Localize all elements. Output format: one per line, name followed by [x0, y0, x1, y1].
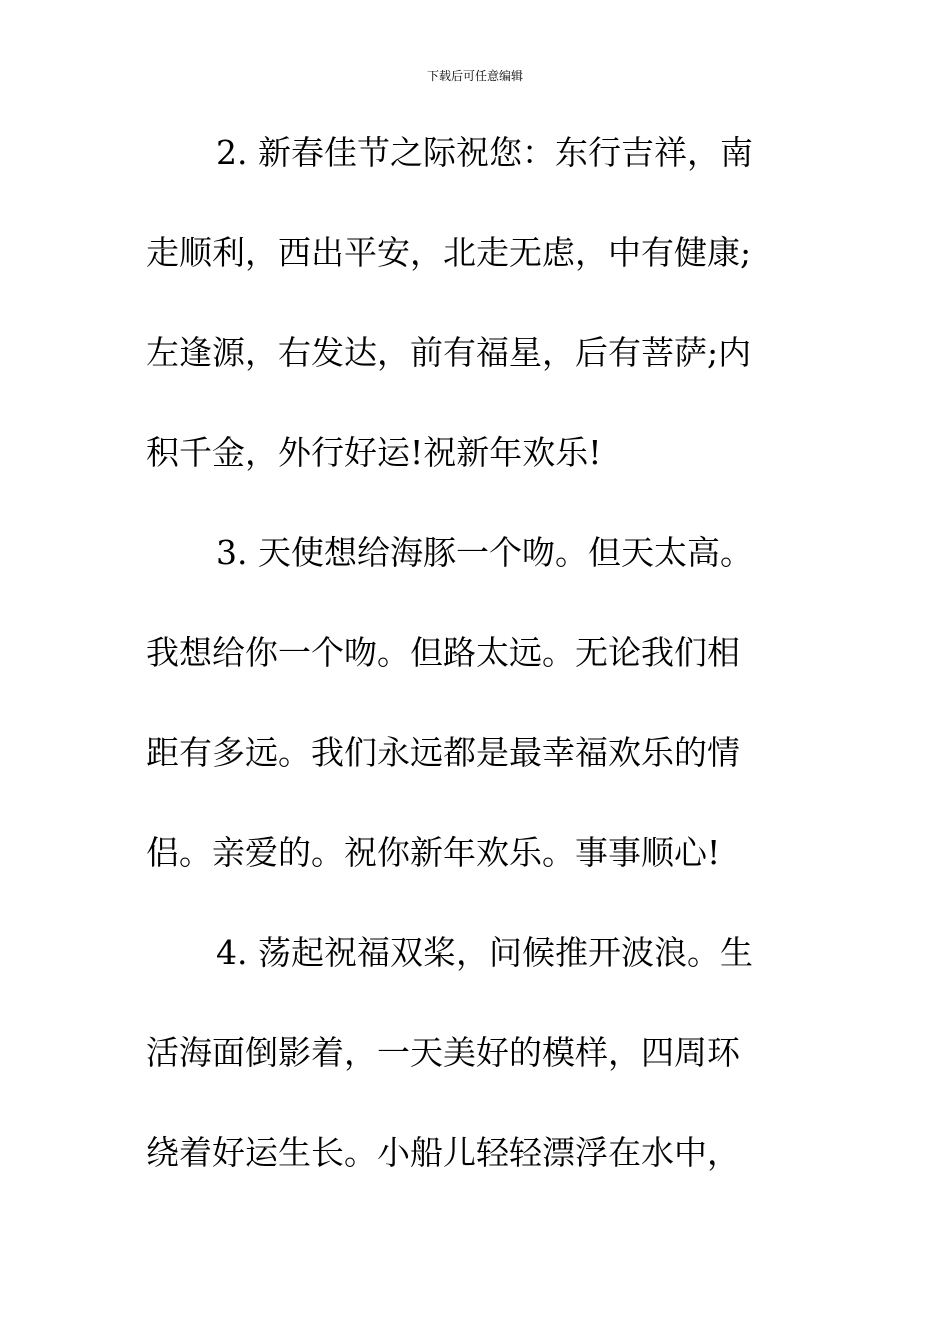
- header-note: 下载后可任意编辑: [426, 69, 523, 83]
- paragraph-3-line-4: 侣。亲爱的。祝你新年欢乐。事事顺心!: [146, 833, 721, 872]
- paragraph-4-line-3: 绕着好运生长。小船儿轻轻漂浮在水中，: [146, 1133, 740, 1172]
- paragraph-2-line-3: 左逢源，右发达，前有福星，后有菩萨;内: [146, 333, 752, 372]
- paragraph-3-line-3: 距有多远。我们永远都是最幸福欢乐的情: [146, 733, 740, 772]
- paragraph-4-line-2: 活海面倒影着，一天美好的模样，四周环: [146, 1033, 740, 1072]
- paragraph-2-line-2: 走顺利，西出平安，北走无虑，中有健康;: [146, 233, 752, 272]
- body-text: [146, 128, 806, 1228]
- paragraph-2-line-4: 积千金，外行好运!祝新年欢乐!: [146, 433, 602, 472]
- paragraph-2-line-1: 2. 新春佳节之际祝您：东行吉祥，南: [216, 133, 753, 172]
- paragraph-3-line-2: 我想给你一个吻。但路太远。无论我们相: [146, 633, 740, 672]
- paragraph-3-line-1: 3. 天使想给海豚一个吻。但天太高。: [216, 533, 753, 572]
- paragraph-4-line-1: 4. 荡起祝福双桨，问候推开波浪。生: [216, 933, 753, 972]
